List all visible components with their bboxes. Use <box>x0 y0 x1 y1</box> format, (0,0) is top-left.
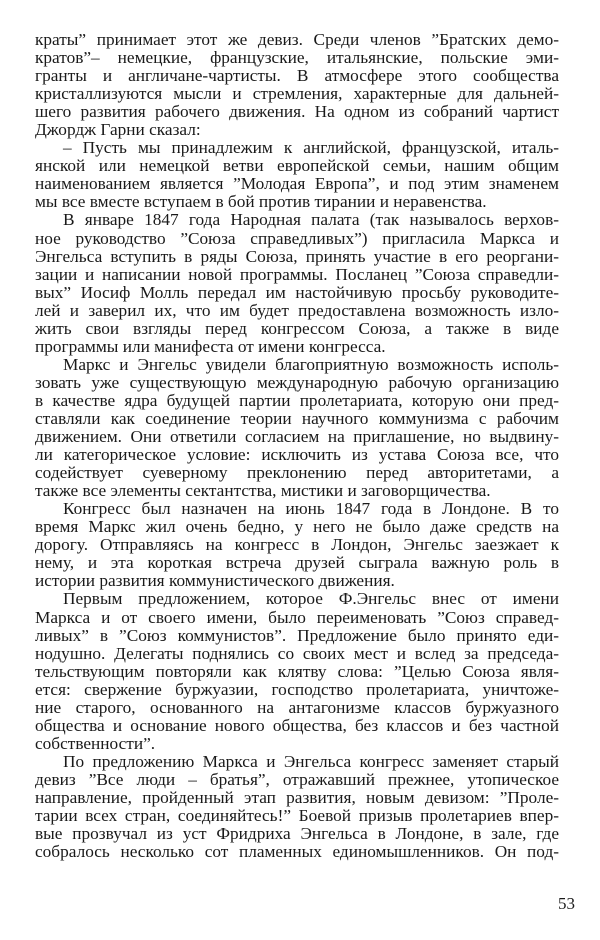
text-line: ется: свержение буржуазии, господство пролетариата, уничтоже- <box>35 679 559 699</box>
page-number: 53 <box>558 894 575 913</box>
paragraph <box>35 31 559 139</box>
text-line: мы все вместе вступаем в бой против тирании и неравенства. <box>35 192 487 212</box>
text-line: время Маркс жил очень бедно, у него не было даже средств на <box>35 517 559 537</box>
text-line: девиз ”Все люди – братья”, отражавший прежнее, утопическое <box>35 769 559 789</box>
paragraph <box>35 590 559 752</box>
text-line: нодушно. Делегаты поднялись со своих мест и вслед за председа- <box>35 643 559 663</box>
text-line: жить свои взгляды перед конгрессом Союза, а также в виде <box>35 318 559 338</box>
text-line: дорогу. Отправляясь на конгресс в Лондон, Энгельс заезжает к <box>35 535 559 555</box>
text-line: движением. Они ответили согласием на приглашение, но выдвину- <box>35 427 559 447</box>
text-line: общества и основание нового общества, без классов и без частной <box>35 715 559 735</box>
text-line: нему, и эта короткая встреча друзей сыграла важную роль в <box>35 553 559 573</box>
text-line: Маркс и Энгельс увидели благоприятную возможность исполь- <box>63 354 559 374</box>
text-line: Маркса и от своего имени, было переименовать ”Союз справед- <box>35 607 559 627</box>
text-line: зации и написании новой программы. Посланец ”Союза справедли- <box>35 264 559 284</box>
text-line: Конгресс был назначен на июнь 1847 года в Лондоне. В то <box>63 499 559 519</box>
text-line: программы или манифеста от имени конгресса. <box>35 336 386 356</box>
text-line: кристаллизуются мысли и стремления, характерные для дальней- <box>35 84 559 104</box>
text-line: тарии всех стран, соединяйтесь!” Боевой призыв пролетариев впер- <box>35 806 559 826</box>
text-line: содействует суеверному преклонению перед авторитетами, а <box>35 463 559 483</box>
text-line: ное руководство ”Союза справедливых”) пригласила Маркса и <box>35 228 559 248</box>
text-line: собралось несколько сот пламенных единомышленников. Он под- <box>35 842 559 862</box>
text-line: ставляли как соединение теории научного коммунизма с рабочим <box>35 408 559 428</box>
text-line: – Пусть мы принадлежим к английской, французской, италь- <box>63 138 559 158</box>
text-line: вые прозвучал из уст Фридриха Энгельса в Лондоне, в зале, где <box>35 824 559 844</box>
text-line: кратов”– немецкие, французские, итальянские, польские эми- <box>35 48 559 68</box>
text-line: зовать уже существующую международную рабочую организацию <box>35 372 559 392</box>
text-line: в качестве ядра будущей партии пролетариата, которую они пред- <box>35 390 559 410</box>
text-line: тельствующим повторяли как клятву слова: ”Целью Союза явля- <box>35 661 559 681</box>
text-line: шего развития рабочего движения. На одном из собраний чартист <box>35 102 559 122</box>
text-line: также все элементы сектантства, мистики и заговорщичества. <box>35 481 491 501</box>
text-line: гранты и англичане-чартисты. В атмосфере этого сообщества <box>35 66 559 86</box>
text-line: В январе 1847 года Народная палата (так называлось верхов- <box>63 210 559 230</box>
text-line: Первым предложением, которое Ф.Энгельс внес от имени <box>63 589 559 609</box>
text-line: ние старого, основанного на антагонизме классов буржуазного <box>35 697 559 717</box>
paragraph <box>35 356 559 500</box>
paragraph <box>35 139 559 211</box>
paragraph <box>35 753 559 861</box>
paragraph <box>35 211 559 355</box>
text-line: истории развития коммунистического движения. <box>35 571 395 591</box>
text-line: По предложению Маркса и Энгельса конгресс заменяет старый <box>63 751 559 771</box>
text-line: лей и заверил их, что им будет предоставлена возможность изло- <box>35 300 559 320</box>
text-line: вых” Иосиф Молль передал им настойчивую просьбу руководите- <box>35 282 559 302</box>
paragraph <box>35 500 559 590</box>
text-line: краты” принимает этот же девиз. Среди членов ”Братских демо- <box>35 30 559 49</box>
text-line: наименованием является ”Молодая Европа”, и под этим знаменем <box>35 174 559 194</box>
text-line: собственности”. <box>35 733 156 753</box>
text-line: ли категорическое условие: исключить из устава Союза все, что <box>35 445 559 465</box>
text-line: янской или немецкой ветви европейской семьи, нашим общим <box>35 156 559 176</box>
text-line: Энгельса вступить в ряды Союза, принять участие в его реоргани- <box>35 246 559 266</box>
text-line: направление, пройденный этап развития, новым девизом: ”Проле- <box>35 787 559 807</box>
text-line: ливых” в ”Союз коммунистов”. Предложение было принято еди- <box>35 625 559 645</box>
text-line: Джордж Гарни сказал: <box>35 120 201 140</box>
page-body-text <box>35 31 559 861</box>
